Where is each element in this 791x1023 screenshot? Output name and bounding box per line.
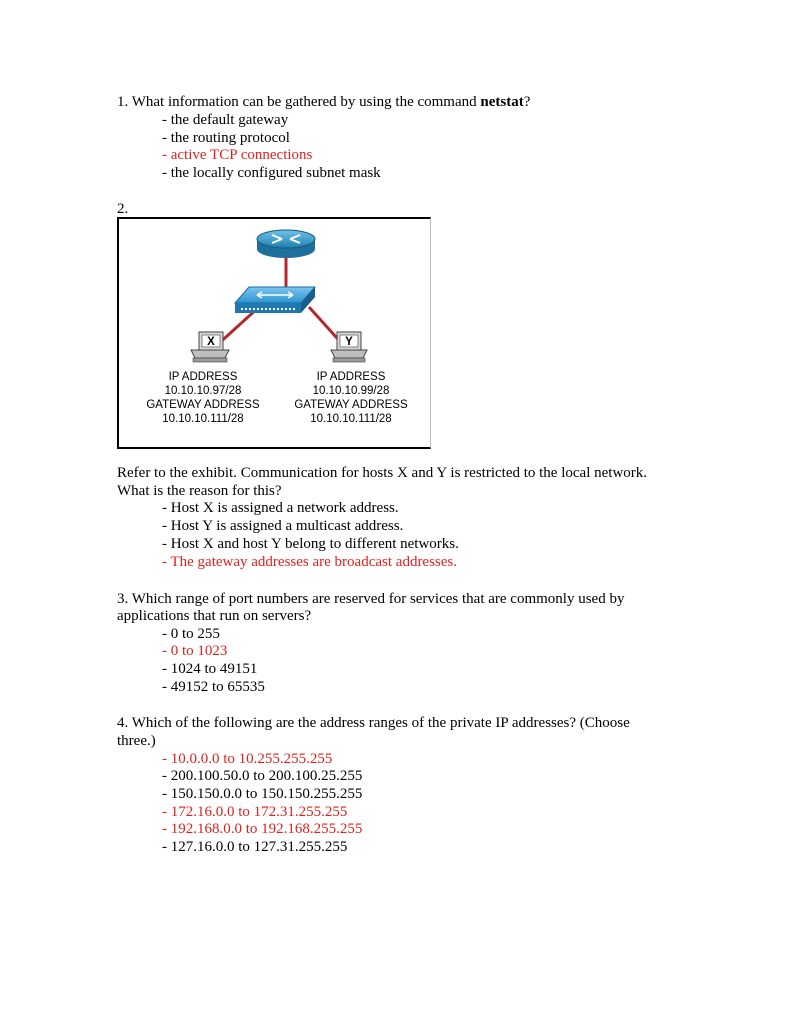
q2-option-4-correct: - The gateway addresses are broadcast addresses.	[162, 554, 458, 570]
q4-option-3: - 150.150.0.0 to 150.150.255.255	[162, 786, 363, 802]
network-diagram	[119, 219, 431, 447]
question-3-text-line-1: 3. Which range of port numbers are reserved for services that are commonly used by	[117, 591, 625, 607]
q1-option-2: - the routing protocol	[162, 130, 290, 146]
host-x-gateway-address: 10.10.10.111/28	[162, 413, 244, 425]
host-y-gateway-heading: GATEWAY ADDRESS	[294, 399, 408, 411]
host-x-label: X	[207, 336, 215, 348]
q3-option-3: - 1024 to 49151	[162, 661, 258, 677]
q2-option-1: - Host X is assigned a network address.	[162, 500, 399, 516]
q4-option-4-correct: - 172.16.0.0 to 172.31.255.255	[162, 804, 348, 820]
host-x-gateway-heading: GATEWAY ADDRESS	[146, 399, 260, 411]
question-1-text	[117, 93, 530, 111]
question-1-number: 1.	[117, 94, 129, 110]
question-1-mark: ?	[523, 94, 531, 110]
host-y-gateway-address: 10.10.10.111/28	[310, 413, 392, 425]
q3-option-4: - 49152 to 65535	[162, 679, 265, 695]
q3-option-1: - 0 to 255	[162, 626, 220, 642]
q1-option-1: - the default gateway	[162, 112, 289, 128]
question-2-text-line-1: Refer to the exhibit. Communication for hosts X and Y is restricted to the local network.	[117, 465, 648, 481]
question-2-text-line-2: What is the reason for this?	[117, 483, 282, 499]
q4-option-6: - 127.16.0.0 to 127.31.255.255	[162, 839, 348, 855]
question-3-text-line-2: applications that run on servers?	[117, 608, 312, 624]
q1-option-4: - the locally configured subnet mask	[162, 165, 381, 181]
switch-icon	[235, 287, 315, 313]
q4-option-2: - 200.100.50.0 to 200.100.25.255	[162, 768, 363, 784]
host-y-label: Y	[345, 336, 353, 348]
netstat-command: netstat	[480, 94, 524, 110]
q2-option-2: - Host Y is assigned a multicast address.	[162, 518, 404, 534]
question-2-number: 2.	[117, 201, 129, 217]
question-4-text-line-2: three.)	[117, 733, 156, 749]
q4-option-5-correct: - 192.168.0.0 to 192.168.255.255	[162, 821, 363, 837]
q1-option-3-correct: - active TCP connections	[162, 147, 313, 163]
host-x-ip-heading: IP ADDRESS	[168, 371, 238, 383]
q4-option-1-correct: - 10.0.0.0 to 10.255.255.255	[162, 751, 333, 767]
network-exhibit	[117, 217, 431, 449]
host-x-ip-address: 10.10.10.97/28	[164, 385, 242, 397]
q3-option-2-correct: - 0 to 1023	[162, 643, 228, 659]
question-1-prompt: What information can be gathered by using the command	[131, 94, 481, 110]
question-4-text-line-1: 4. Which of the following are the address ranges of the private IP addresses? (Choose	[117, 715, 630, 731]
router-icon	[257, 230, 315, 258]
host-y-ip-address: 10.10.10.99/28	[312, 385, 390, 397]
q2-option-3: - Host X and host Y belong to different networks.	[162, 536, 459, 552]
host-y-ip-heading: IP ADDRESS	[316, 371, 386, 383]
